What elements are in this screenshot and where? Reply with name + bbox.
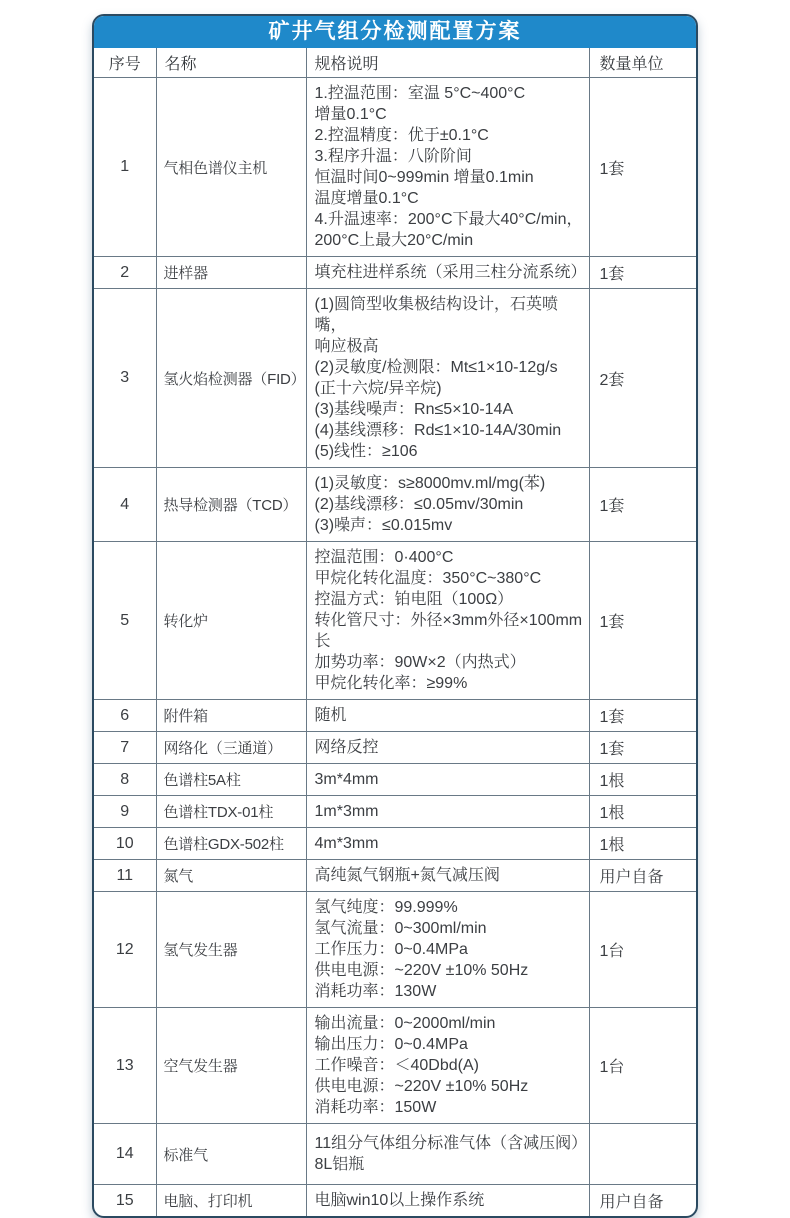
row-spec-cell <box>306 700 589 732</box>
config-table <box>94 48 696 1216</box>
spec-line: 3.程序升温：八阶阶间 <box>314 148 472 165</box>
row-name-cell: 热导检测器（TCD） <box>156 468 306 542</box>
spec-line: 转化管尺寸：外径×3mm外径×100mm长 <box>314 612 583 650</box>
row-spec-cell <box>306 1124 589 1185</box>
row-no-cell: 11 <box>94 860 156 892</box>
table-title: 矿井气组分检测配置方案 <box>94 16 696 48</box>
spec-line: (1)灵敏度：s≥8000mv.ml/mg(苯) <box>314 475 546 492</box>
config-card <box>92 14 698 1218</box>
col-header-qty: 数量单位 <box>589 48 696 78</box>
table-row <box>94 892 696 1008</box>
row-name-cell: 标准气 <box>156 1124 306 1185</box>
table-row <box>94 732 696 764</box>
spec-line: 200°C上最大20°C/min <box>314 232 474 249</box>
spec-line: 加势功率：90W×2（内热式） <box>314 654 526 671</box>
row-no-cell: 10 <box>94 828 156 860</box>
spec-line: 4.升温速率：200°C下最大40°C/min， <box>314 211 583 228</box>
spec-line: 输出流量：0~2000ml/min <box>314 1015 496 1032</box>
spec-line: 电脑win10以上操作系统 <box>314 1192 485 1209</box>
row-qty-cell <box>589 1124 696 1185</box>
row-no-cell: 13 <box>94 1008 156 1124</box>
table-row <box>94 828 696 860</box>
col-header-spec: 规格说明 <box>306 48 589 78</box>
row-no-cell: 5 <box>94 542 156 700</box>
row-spec-cell <box>306 78 589 257</box>
table-row <box>94 764 696 796</box>
row-name-cell: 转化炉 <box>156 542 306 700</box>
table-row <box>94 860 696 892</box>
spec-line: 供电电源：~220V ±10% 50Hz <box>314 1078 529 1095</box>
row-name-cell: 电脑、打印机 <box>156 1185 306 1217</box>
spec-line: 工作压力：0~0.4MPa <box>314 941 468 958</box>
spec-line: (2)基线漂移：≤0.05mv/30min <box>314 496 524 513</box>
spec-line: 1.控温范围：室温 5°C~400°C <box>314 85 526 102</box>
spec-line: 4m*3mm <box>314 835 379 852</box>
spec-line: 甲烷化转化率：≥99% <box>314 675 468 692</box>
spec-line: 8L铝瓶 <box>314 1156 365 1173</box>
spec-line: (3)基线噪声：Rn≤5×10-14A <box>314 401 514 418</box>
row-name-cell: 空气发生器 <box>156 1008 306 1124</box>
spec-line: 随机 <box>314 707 347 724</box>
spec-line: 消耗功率：150W <box>314 1099 437 1116</box>
col-header-no: 序号 <box>94 48 156 78</box>
row-qty-cell: 1台 <box>589 892 696 1008</box>
table-row <box>94 289 696 468</box>
row-name-cell: 氢气发生器 <box>156 892 306 1008</box>
row-no-cell: 8 <box>94 764 156 796</box>
row-qty-cell: 1根 <box>589 828 696 860</box>
header-row <box>94 48 696 78</box>
spec-line: 供电电源：~220V ±10% 50Hz <box>314 962 529 979</box>
spec-line: (正十六烷/异辛烷) <box>314 380 442 397</box>
row-no-cell: 9 <box>94 796 156 828</box>
table-row <box>94 78 696 257</box>
spec-line: 氢气纯度：99.999% <box>314 899 458 916</box>
row-qty-cell: 1套 <box>589 700 696 732</box>
row-no-cell: 15 <box>94 1185 156 1217</box>
row-qty-cell: 1根 <box>589 764 696 796</box>
spec-line: 3m*4mm <box>314 771 379 788</box>
spec-line: 氢气流量：0~300ml/min <box>314 920 487 937</box>
row-name-cell: 色谱柱GDX-502柱 <box>156 828 306 860</box>
row-spec-cell <box>306 796 589 828</box>
spec-line: (1)圆筒型收集极结构设计，石英喷嘴， <box>314 296 559 334</box>
row-spec-cell <box>306 860 589 892</box>
row-name-cell: 色谱柱5A柱 <box>156 764 306 796</box>
spec-line: 恒温时间0~999min 增量0.1min <box>314 169 534 186</box>
row-qty-cell: 1套 <box>589 468 696 542</box>
row-name-cell: 进样器 <box>156 257 306 289</box>
row-qty-cell: 1套 <box>589 732 696 764</box>
spec-line: 温度增量0.1°C <box>314 190 419 207</box>
row-spec-cell <box>306 732 589 764</box>
row-name-cell: 色谱柱TDX-01柱 <box>156 796 306 828</box>
spec-line: (5)线性：≥106 <box>314 443 418 460</box>
row-name-cell: 氢火焰检测器（FID） <box>156 289 306 468</box>
row-spec-cell <box>306 764 589 796</box>
row-spec-cell <box>306 257 589 289</box>
row-name-cell: 附件箱 <box>156 700 306 732</box>
row-spec-cell <box>306 1185 589 1217</box>
spec-line: 2.控温精度：优于±0.1°C <box>314 127 489 144</box>
row-name-cell: 氮气 <box>156 860 306 892</box>
row-spec-cell <box>306 892 589 1008</box>
spec-line: 填充柱进样系统（采用三柱分流系统） <box>314 264 587 281</box>
row-qty-cell: 1套 <box>589 257 696 289</box>
row-spec-cell <box>306 1008 589 1124</box>
table-row <box>94 1124 696 1185</box>
row-no-cell: 7 <box>94 732 156 764</box>
spec-line: 消耗功率：130W <box>314 983 437 1000</box>
spec-line: 甲烷化转化温度：350°C~380°C <box>314 570 542 587</box>
row-no-cell: 14 <box>94 1124 156 1185</box>
row-no-cell: 1 <box>94 78 156 257</box>
spec-line: 增量0.1°C <box>314 106 387 123</box>
row-no-cell: 2 <box>94 257 156 289</box>
row-no-cell: 6 <box>94 700 156 732</box>
table-row <box>94 796 696 828</box>
row-spec-cell <box>306 828 589 860</box>
row-qty-cell: 1根 <box>589 796 696 828</box>
row-qty-cell: 1台 <box>589 1008 696 1124</box>
row-qty-cell: 用户自备 <box>589 860 696 892</box>
spec-line: (4)基线漂移：Rd≤1×10-14A/30min <box>314 422 562 439</box>
table-row <box>94 468 696 542</box>
row-spec-cell <box>306 289 589 468</box>
row-qty-cell: 1套 <box>589 542 696 700</box>
row-name-cell: 气相色谱仪主机 <box>156 78 306 257</box>
row-spec-cell <box>306 468 589 542</box>
spec-line: 1m*3mm <box>314 803 379 820</box>
table-row <box>94 700 696 732</box>
spec-line: (3)噪声：≤0.015mv <box>314 517 453 534</box>
row-no-cell: 3 <box>94 289 156 468</box>
spec-line: 响应极高 <box>314 338 379 355</box>
row-no-cell: 4 <box>94 468 156 542</box>
table-row <box>94 1185 696 1217</box>
spec-line: 控温范围：0·400°C <box>314 549 454 566</box>
row-qty-cell: 2套 <box>589 289 696 468</box>
spec-line: 工作噪音：＜40Dbd(A) <box>314 1057 479 1074</box>
table-row <box>94 542 696 700</box>
table-row <box>94 257 696 289</box>
table-row <box>94 1008 696 1124</box>
spec-line: 控温方式：铂电阻（100Ω） <box>314 591 514 608</box>
row-no-cell: 12 <box>94 892 156 1008</box>
col-header-name: 名称 <box>156 48 306 78</box>
row-spec-cell <box>306 542 589 700</box>
row-qty-cell: 1套 <box>589 78 696 257</box>
spec-line: 高纯氮气钢瓶+氮气减压阀 <box>314 867 500 884</box>
spec-line: (2)灵敏度/检测限：Mt≤1×10-12g/s <box>314 359 558 376</box>
spec-line: 输出压力：0~0.4MPa <box>314 1036 468 1053</box>
row-name-cell: 网络化（三通道） <box>156 732 306 764</box>
spec-line: 11组分气体组分标准气体（含减压阀） <box>314 1135 588 1152</box>
spec-line: 网络反控 <box>314 739 379 756</box>
row-qty-cell: 用户自备 <box>589 1185 696 1217</box>
